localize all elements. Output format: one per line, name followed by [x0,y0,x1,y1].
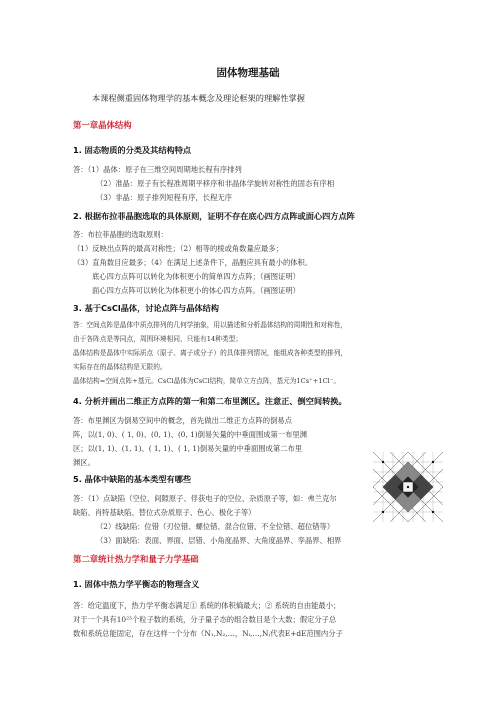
answer-line: 由于各阵点是等同点，周围环境相同，只能有14种类型； [73,335,243,343]
chapter-1-heading: 第一章晶体结构 [73,120,132,130]
question-3-heading: 3. 基于CsCl晶体，讨论点阵与晶体结构 [73,303,219,313]
answer-line: 晶体结构=空间点阵+基元。CsCl晶体为CsCl结构，简单立方点阵，基元为1Cs⁺+1Cl⁻。 [73,377,341,385]
page-title: 固体物理基础 [216,67,280,79]
answer-line: 答：布里渊区为倒易空间中的概念，首先做出二维正方点阵的倒易点 [73,416,292,425]
page-subtitle: 本课程侧重固体物理学的基本概念及理论框架的理解性掌握 [92,93,305,103]
answer-line: 区；以(1, 1)、(1, 1)、( 1, 1)、( 1, 1)倒易矢量的中垂面围成第二布里 [73,444,303,453]
answer-line: （1）反映出点阵的最高对称性；（2）相等的棱或角数量应最多； [73,244,283,253]
answer-line: 渊区。 [73,458,95,467]
question-4-heading: 4. 分析并画出二维正方点阵的第一和第二布里渊区。注意正、倒空间转换。 [73,396,347,406]
answer-line: 答：布拉菲晶胞的选取原则： [73,230,168,239]
chapter-2-heading: 第二章统计热力学和量子力学基础 [73,554,199,564]
brillouin-zone-figure [373,452,443,522]
answer-line: （2）准晶：原子有长程准周期平移序和非晶体学旋转对称性的固态有序相 [96,179,335,188]
answer-line: 答：空间点阵是晶体中质点排列的几何学抽象，用以描述和分析晶体结构的周期性和对称性， [73,321,348,329]
answer-line: 面心四方点阵可以转化为体积更小的体心四方点阵。（画图证明） [92,286,300,295]
question-5-heading: 5. 晶体中缺陷的基本类型有哪些 [73,474,192,484]
answer-line: 实际存在的晶体结构是无限的。 [73,363,167,371]
question-6-heading: 1. 固体中热力学平衡态的物理含义 [73,579,200,589]
answer-line: （3）直角数目应最多；（4）在满足上述条件下，晶胞应具有最小的体积。 [73,258,313,267]
answer-line: 数和系统总能固定，存在这样一个分布（N₁,N₂,…，Nᵢ,…,Nⱼ代表E+dE范围内分子 [73,629,343,638]
answer-line: 对于一个具有10²³个粒子数的系统，分子量子态的组合数目是个大数；假定分子总 [73,615,337,624]
answer-line: （3）非晶：原子排列短程有序，长程无序 [96,193,232,202]
answer-line: 答：（1）晶体：原子在三维空间周期地长程有序排列 [73,165,242,174]
answer-line: 答：给定温度下，热力学平衡态满足① 系统的体积熵最大；② 系统的自由能最小； [73,601,341,610]
answer-line: （2）线缺陷：位错（刃位错、螺位错、混合位错、不全位错、超位错等） [96,522,335,531]
answer-line: （3）面缺陷：表面、界面、层错、小角度晶界、大角度晶界、孪晶界、相界 [96,536,342,545]
answer-line: 底心四方点阵可以转化为体积更小的简单四方点阵；（画图证明） [92,272,300,281]
answer-line: 缺陷、肖特基缺陷、替位式杂质原子、色心、极化子等） [73,508,256,517]
answer-line: 答：（1）点缺陷（空位、间隙原子、俘获电子的空位、杂质原子等，如：弗兰克尔 [73,494,337,503]
answer-line: 晶体结构是晶体中实际质点（原子、离子或分子）的具体排列情况，能组成各种类型的排列， [73,349,348,357]
question-1-heading: 1. 固态物质的分类及其结构特点 [73,145,192,155]
question-2-heading: 2. 根据布拉菲晶胞选取的具体原则，证明不存在底心四方点阵或面心四方点阵 [73,211,355,221]
answer-line: 阵，以(1, 0)、( 1, 0)、(0, 1)、(0, 1)倒易矢量的中垂面围成第一布里渊 [73,430,308,439]
